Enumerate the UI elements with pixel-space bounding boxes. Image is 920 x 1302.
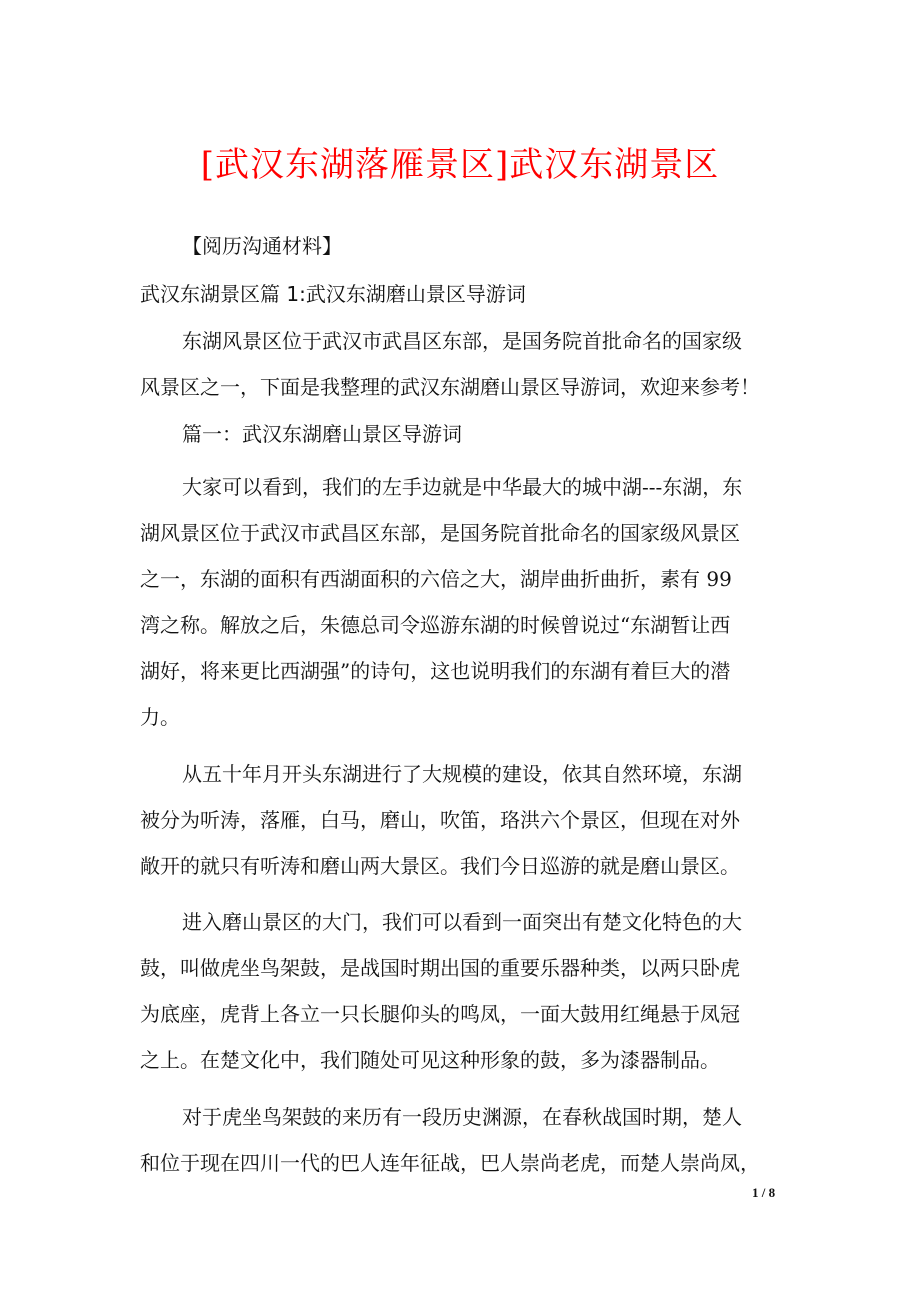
page-number: 1 / 8 — [752, 1185, 776, 1200]
paragraph-line: 湖风景区位于武汉市武昌区东部，是国务院首批命名的国家级风景区 — [140, 521, 740, 545]
paragraph-line: 从五十年月开头东湖进行了大规模的建设，依其自然环境，东湖 — [182, 762, 742, 786]
paragraph-line: 和位于现在四川一代的巴人连年征战，巴人崇尚老虎，而楚人崇尚凤， — [140, 1151, 760, 1175]
document-tag: 【阅历沟通材料】 — [182, 234, 342, 258]
section-heading: 武汉东湖景区篇 1:武汉东湖磨山景区导游词 — [140, 282, 526, 306]
paragraph-line: 敞开的就只有听涛和磨山两大景区。我们今日巡游的就是磨山景区。 — [140, 854, 740, 878]
paragraph-line: 风景区之一，下面是我整理的武汉东湖磨山景区导游词，欢迎来参考！ — [140, 375, 760, 399]
paragraph-line: 湖好，将来更比西湖强”的诗句，这也说明我们的东湖有着巨大的潜 — [140, 659, 731, 683]
paragraph-line: 对于虎坐鸟架鼓的来历有一段历史渊源，在春秋战国时期，楚人 — [182, 1105, 742, 1129]
paragraph-line: 大家可以看到，我们的左手边就是中华最大的城中湖---东湖，东 — [182, 475, 743, 499]
document-title: [武汉东湖落雁景区]武汉东湖景区 — [200, 145, 720, 185]
paragraph-line: 东湖风景区位于武汉市武昌区东部，是国务院首批命名的国家级 — [182, 329, 742, 353]
paragraph-line: 之一，东湖的面积有西湖面积的六倍之大，湖岸曲折曲折，素有 99 — [140, 567, 732, 591]
paragraph-line: 篇一：武汉东湖磨山景区导游词 — [182, 422, 462, 446]
paragraph-line: 湾之称。解放之后，朱德总司令巡游东湖的时候曾说过“东湖暂让西 — [140, 613, 731, 637]
paragraph-line: 力。 — [140, 705, 180, 729]
paragraph-line: 鼓，叫做虎坐鸟架鼓，是战国时期出国的重要乐器种类，以两只卧虎 — [140, 956, 740, 980]
paragraph-line: 进入磨山景区的大门，我们可以看到一面突出有楚文化特色的大 — [182, 910, 742, 934]
paragraph-line: 被分为听涛，落雁，白马，磨山，吹笛，珞洪六个景区，但现在对外 — [140, 808, 740, 832]
paragraph-line: 为底座，虎背上各立一只长腿仰头的鸣凤，一面大鼓用红绳悬于凤冠 — [140, 1002, 740, 1026]
paragraph-line: 之上。在楚文化中，我们随处可见这种形象的鼓，多为漆器制品。 — [140, 1048, 720, 1072]
